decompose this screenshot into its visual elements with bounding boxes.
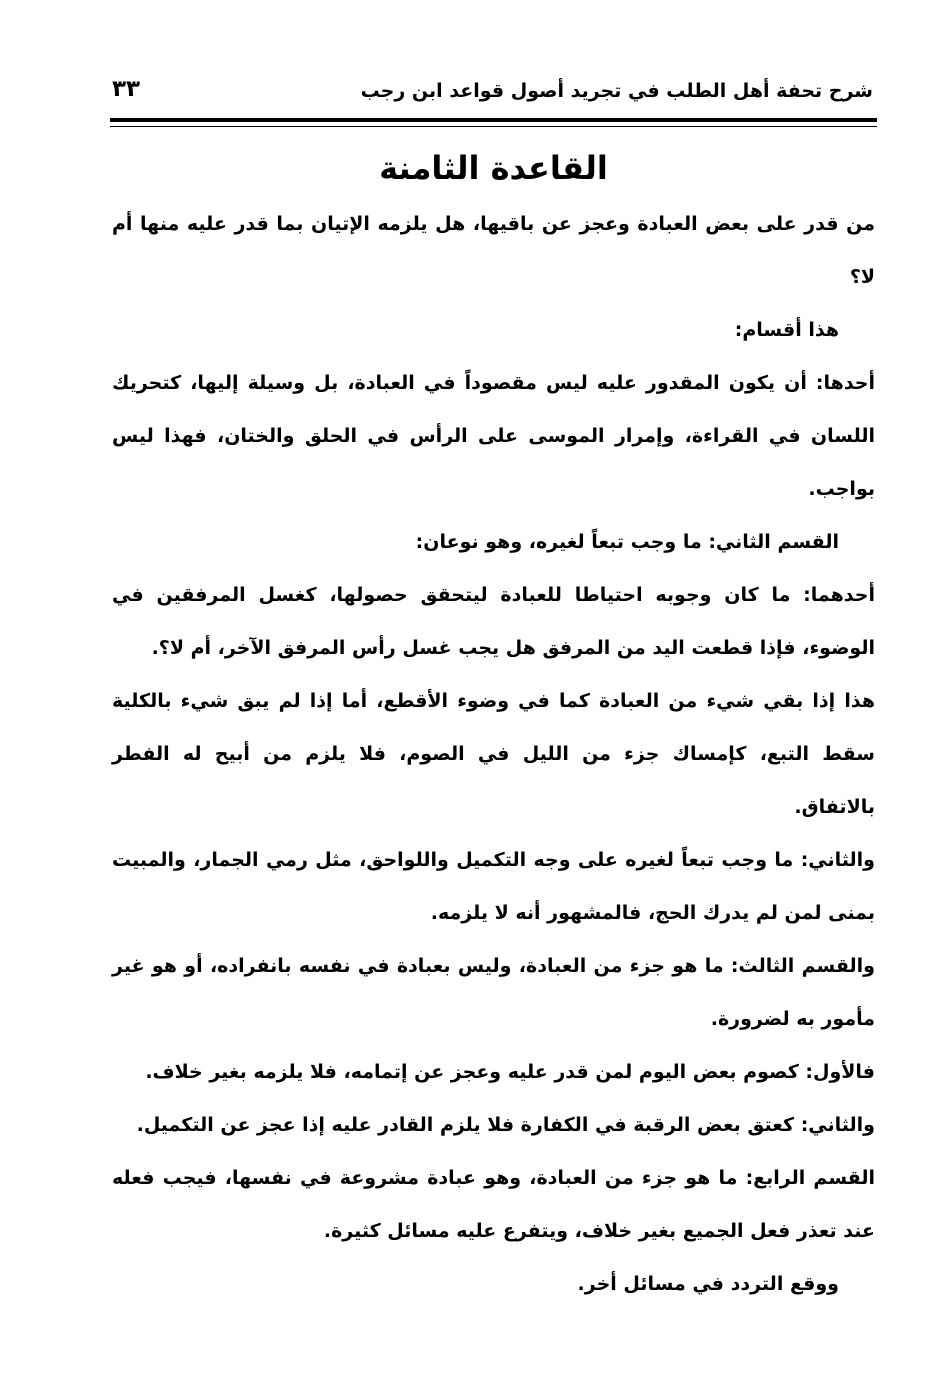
paragraph-question: من قدر على بعض العبادة وعجز عن باقيها، هل يلزمه الإتيان بما قدر عليه منها أم لا؟ [112,213,875,288]
page-number: ٣٣ [112,76,141,102]
paragraph-remaining-part: هذا إذا بقي شيء من العبادة كما في وضوء الأقطع، أما إذا لم يبق شيء بالكلية سقط التبع، كإمساك جزء من الليل في الصوم، فلا يلزم من أبيح له الفطر بالاتفاق. [112,690,875,818]
paragraph-third-first: فالأول: كصوم بعض اليوم لمن قدر عليه وعجز عن إتمامه، فلا يلزمه بغير خلاف. [145,1061,875,1083]
header-rule-thick [110,118,877,122]
paragraph-second-type-two: والثاني: ما وجب تبعاً لغيره على وجه التكميل واللواحق، مثل رمي الجمار، والمبيت بمنى لمن لم يدرك الحج، فالمشهور أنه لا يلزمه. [112,849,875,924]
paragraph-third-division: والقسم الثالث: ما هو جزء من العبادة، وليس بعبادة في نفسه بانفراده، أو هو غير مأمور به لضرورة. [112,955,875,1030]
paragraph-closing: ووقع التردد في مسائل أخر. [577,1273,839,1295]
paragraph-second-division: القسم الثاني: ما وجب تبعاً لغيره، وهو نوعان: [415,531,839,553]
paragraph-second-type-one: أحدهما: ما كان وجوبه احتياطا للعبادة ليتحقق حصولها، كغسل المرفقين في الوضوء، فإذا قطعت اليد من المرفق هل يجب غسل رأس المرفق الآخر، أم لا؟. [112,584,875,659]
paragraph-third-second: والثاني: كعتق بعض الرقبة في الكفارة فلا يلزم القادر عليه إذا عجز عن التكميل. [136,1114,875,1136]
header-rule-thin [110,126,877,127]
page-header [112,74,873,114]
body-text [112,198,875,1311]
paragraph-first-division: أحدها: أن يكون المقدور عليه ليس مقصوداً في العبادة، بل وسيلة إليها، كتحريك اللسان في القراءة، وإمرار الموسى على الرأس في الحلق والختان، فهذا ليس بواجب. [112,372,875,500]
paragraph-fourth-division: القسم الرابع: ما هو جزء من العبادة، وهو عبادة مشروعة في نفسها، فيجب فعله عند تعذر فعل الجميع بغير خلاف، ويتفرع عليه مسائل كثيرة. [112,1167,875,1242]
section-title: القاعدة الثامنة [379,149,608,187]
paragraph-divisions-intro: هذا أقسام: [734,319,839,341]
running-title: شرح تحفة أهل الطلب في تجريد أصول قواعد ابن رجب [360,80,873,102]
